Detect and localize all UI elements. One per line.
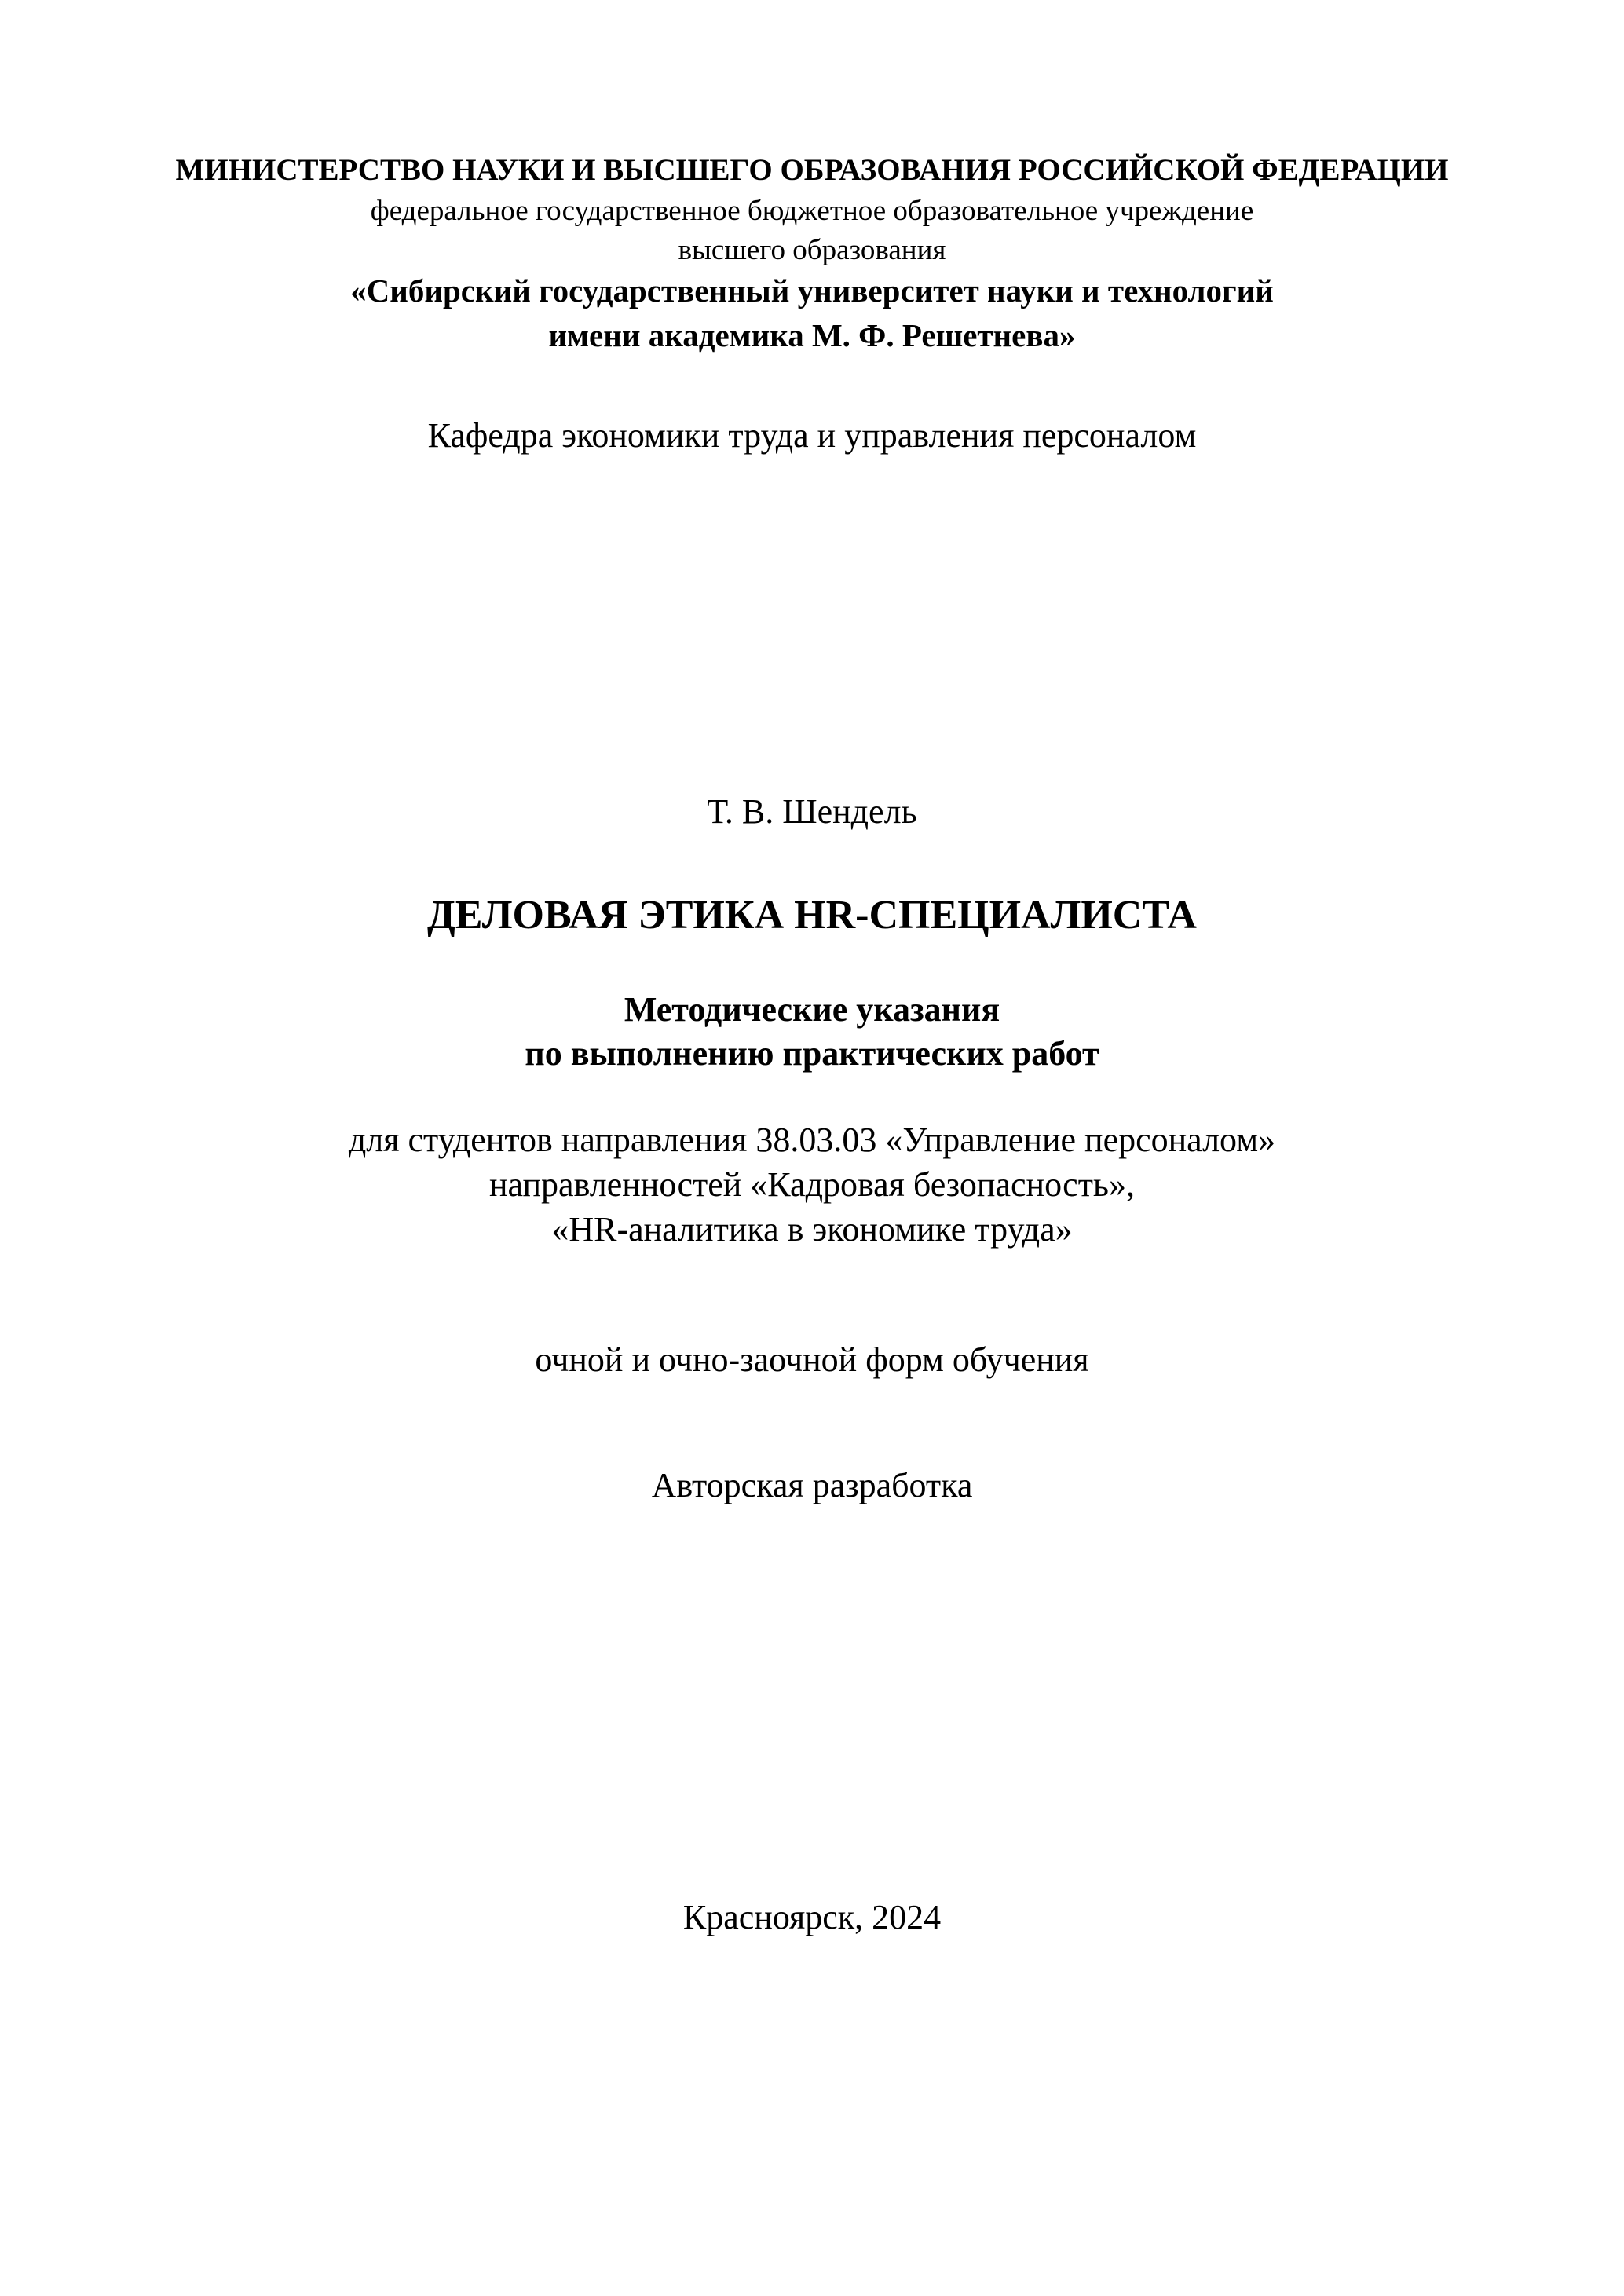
department-name: Кафедра экономики труда и управления персоналом [427,416,1197,455]
author-name: Т. В. Шендель [707,792,917,831]
institution-type-line1: федеральное государственное бюджетное образовательное учреждение [370,195,1254,227]
study-forms: очной и очно-заочной форм обучения [535,1340,1089,1379]
authorship-note: Авторская разработка [651,1466,973,1504]
city-year: Красноярск, 2024 [682,1898,942,1936]
university-name-line2: имени академика М. Ф. Решетнева» [548,317,1076,353]
audience-line1: для студентов направления 38.03.03 «Управление персоналом» [348,1121,1276,1159]
institution-type-line2: высшего образования [678,234,946,266]
ministry-heading: МИНИСТЕРСТВО НАУКИ И ВЫСШЕГО ОБРАЗОВАНИЯ РОССИЙСКОЙ ФЕДЕРАЦИИ [175,153,1449,187]
audience-line2: направленностей «Кадровая безопасность», [489,1165,1135,1204]
document-title: ДЕЛОВАЯ ЭТИКА HR-СПЕЦИАЛИСТА [427,893,1197,938]
subtitle-line2: по выполнению практических работ [525,1034,1099,1073]
audience-line3: «HR-аналитика в экономике труда» [551,1210,1073,1249]
subtitle-line1: Методические указания [624,990,1000,1029]
university-name-line1: «Сибирский государственный университет науки и технологий [350,272,1274,309]
